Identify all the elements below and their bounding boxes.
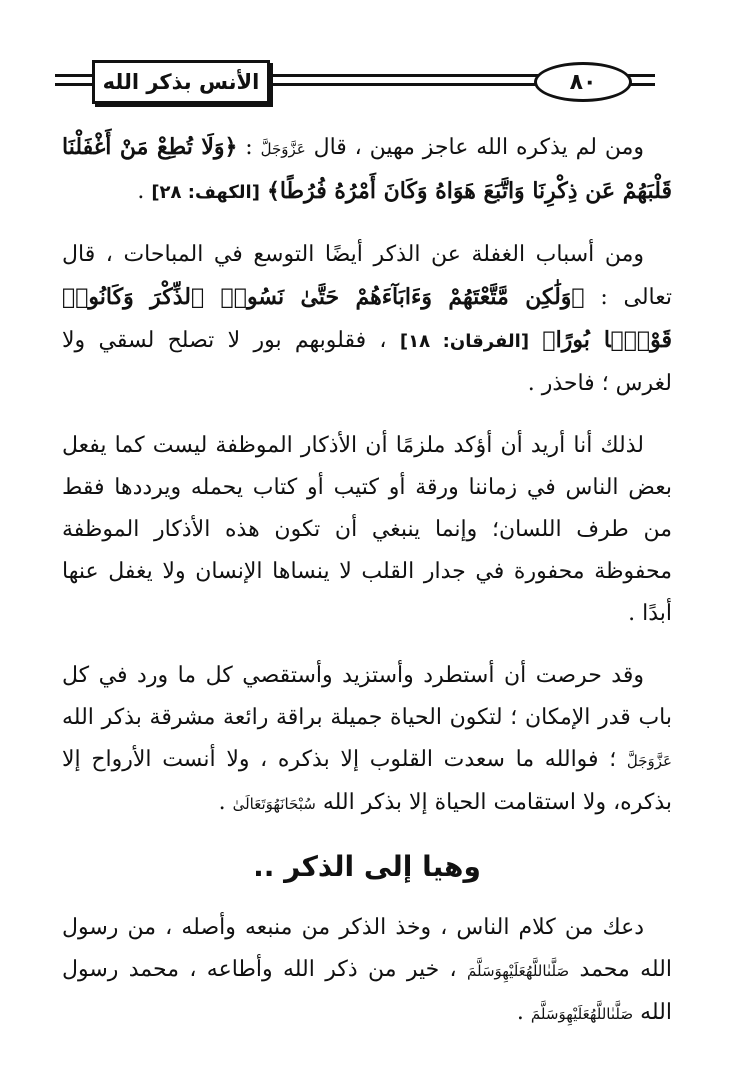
paragraph-text: ، خير من ذكر الله وأطاعه ، محمد رسول الله: [62, 957, 672, 1025]
honorific-glyph: صَلَّىٰاللَّهُعَلَيْهِوَسَلَّمَ: [467, 962, 570, 980]
closing-paragraph: [62, 907, 672, 1035]
paragraph-text: ومن أسباب الغفلة عن الذكر أيضًا التوسع في المباحات ، قال تعالى :: [62, 242, 672, 310]
page-number: ٨٠: [534, 62, 632, 102]
paragraph-text: :: [237, 135, 253, 160]
paragraph-text: دعك من كلام الناس ، وخذ الذكر من منبعه وأصله ، من رسول الله محمد: [62, 915, 672, 982]
quran-verse: ﴿وَلَٰكِن مَّتَّعْتَهُمْ وَءَابَآءَهُمْ حَتَّىٰ نَسُوا۟ ٱلذِّكْرَ وَكَانُوا۟ قَوْمًۢا بُورًا﴾: [62, 284, 673, 353]
paragraph-text: ، فقلوبهم بور لا تصلح لسقي ولا لغرس ؛ فاحذر .: [62, 328, 672, 396]
paragraph-text: .: [218, 790, 226, 815]
paragraph-4: [62, 655, 672, 825]
quran-verse: ﴿وَلَا تُطِعْ مَنْ أَغْفَلْنَا قَلْبَهُمْ عَن ذِكْرِنَا وَاتَّبَعَ هَوَاهُ وَكَانَ أَمْرُهُ فُرُطًا﴾: [62, 134, 672, 204]
paragraph-text: ومن لم يذكره الله عاجز مهين ، قال: [313, 135, 645, 160]
running-header: [0, 52, 743, 108]
paragraph-text: .: [516, 1000, 524, 1025]
paragraph-1: [62, 126, 672, 214]
honorific-glyph: عَزَّوَجَلَّ: [626, 752, 673, 770]
paragraph-2: [62, 234, 672, 405]
paragraph-text: ؛ فوالله ما سعدت القلوب إلا بذكره ، ولا أنست الأرواح إلا بذكره، ولا استقامت الحياة إلا بذكر الله: [62, 747, 672, 815]
honorific-glyph: سُبْحَانَهُوَتَعَالَىٰ: [232, 795, 316, 813]
honorific-glyph: عَزَّوَجَلَّ: [260, 140, 306, 158]
running-title: الأنس بذكر الله: [92, 60, 270, 104]
verse-reference: [الكهف: ٢٨]: [151, 182, 260, 203]
section-heading: وهيا إلى الذكر ..: [253, 850, 481, 883]
page-body: [62, 126, 672, 1055]
paragraph-text: لذلك أنا أريد أن أؤكد ملزمًا أن الأذكار الموظفة ليست كما يفعل بعض الناس في زماننا ورقة أو كتيب أو كتاب يحمله ويرددها فقط من طرف اللسان؛ وإنما ينبغي أن تكون هذه الأذكار الموظفة محفوظة محفورة في جدار القلب لا ينساها الإنسان ولا يغفل عنها أبدًا .: [62, 433, 672, 626]
paragraph-text: .: [137, 179, 145, 204]
paragraph-3: [62, 425, 672, 635]
paragraph-text: وقد حرصت أن أستطرد وأستزيد وأستقصي كل ما ورد في كل باب قدر الإمكان ؛ لتكون الحياة جميلة براقة رائعة مشرقة بذكر الله: [62, 663, 672, 730]
verse-reference: [الفرقان: ١٨]: [399, 331, 530, 352]
honorific-glyph: صَلَّىٰاللَّهُعَلَيْهِوَسَلَّمَ: [530, 1005, 634, 1023]
